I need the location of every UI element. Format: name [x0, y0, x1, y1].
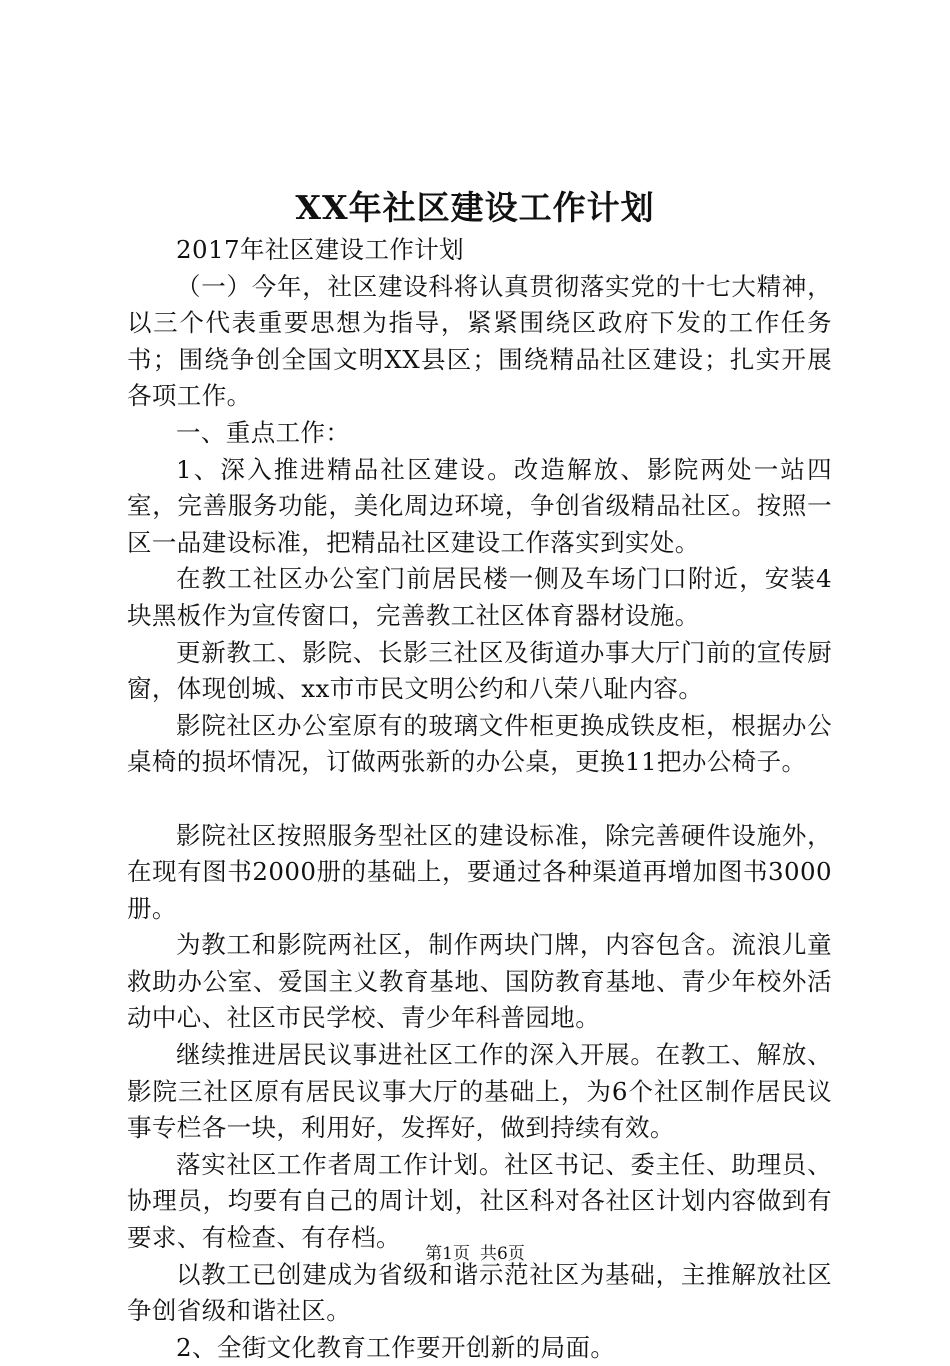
paragraph-harmony: 以教工已创建成为省级和谐示范社区为基础，主推解放社区争创省级和谐社区。 — [127, 1259, 832, 1326]
paragraph-section-heading: 一、重点工作： — [176, 417, 351, 447]
paragraph-subtitle: 2017年社区建设工作计划 — [176, 235, 465, 264]
paragraph-item-1: 1、深入推进精品社区建设。改造解放、影院两处一站四室，完善服务功能，美化周边环境，争创省级精品社区。按照一区一品建设标准，把精品社区建设工作落实到实处。 — [127, 454, 832, 557]
page-footer — [0, 1242, 950, 1266]
paragraph-windows: 更新教工、影院、长影三社区及街道办事大厅门前的宣传厨窗，体现创城、xx市市民文明公约和八荣八耻内容。 — [127, 637, 832, 704]
blank-line — [127, 781, 832, 818]
paragraph-doorplates: 为教工和影院两社区，制作两块门牌，内容包含。流浪儿童救助办公室、爱国主义教育基地、国防教育基地、青少年校外活动中心、社区市民学校、青少年科普园地。 — [127, 930, 832, 1033]
paragraph-blackboards: 在教工社区办公室门前居民楼一侧及车场门口附近，安装4块黑板作为宣传窗口，完善教工社区体育器材设施。 — [127, 564, 832, 630]
page-number: 第1页 — [425, 1244, 470, 1264]
document-title: XX年社区建设工作计划 — [295, 188, 655, 227]
document-body — [127, 232, 832, 1366]
paragraph-item-2: 2、全街文化教育工作要开创新的局面。 — [176, 1332, 616, 1362]
paragraph-weekly-plan: 落实社区工作者周工作计划。社区书记、委主任、助理员、协理员，均要有自己的周计划，社区科对各社区计划内容做到有要求、有检查、有存档。 — [127, 1149, 832, 1253]
paragraph-cabinets: 影院社区办公室原有的玻璃文件柜更换成铁皮柜，根据办公桌椅的损坏情况，订做两张新的办公桌，更换11把办公椅子。 — [127, 710, 832, 777]
paragraph-intro: （一）今年，社区建设科将认真贯彻落实党的十七大精神，以三个代表重要思想为指导，紧紧围绕区政府下发的工作任务书；围绕争创全国文明XX县区；围绕精品社区建设；扎实开展各项工作。 — [127, 271, 832, 411]
paragraph-council: 继续推进居民议事进社区工作的深入开展。在教工、解放、影院三社区原有居民议事大厅的基础上，为6个社区制作居民议事专栏各一块，利用好，发挥好，做到持续有效。 — [127, 1040, 832, 1143]
page-total: 共6页 — [480, 1244, 525, 1264]
paragraph-books: 影院社区按照服务型社区的建设标准，除完善硬件设施外，在现有图书2000册的基础上，要通过各种渠道再增加图书3000册。 — [127, 820, 832, 923]
